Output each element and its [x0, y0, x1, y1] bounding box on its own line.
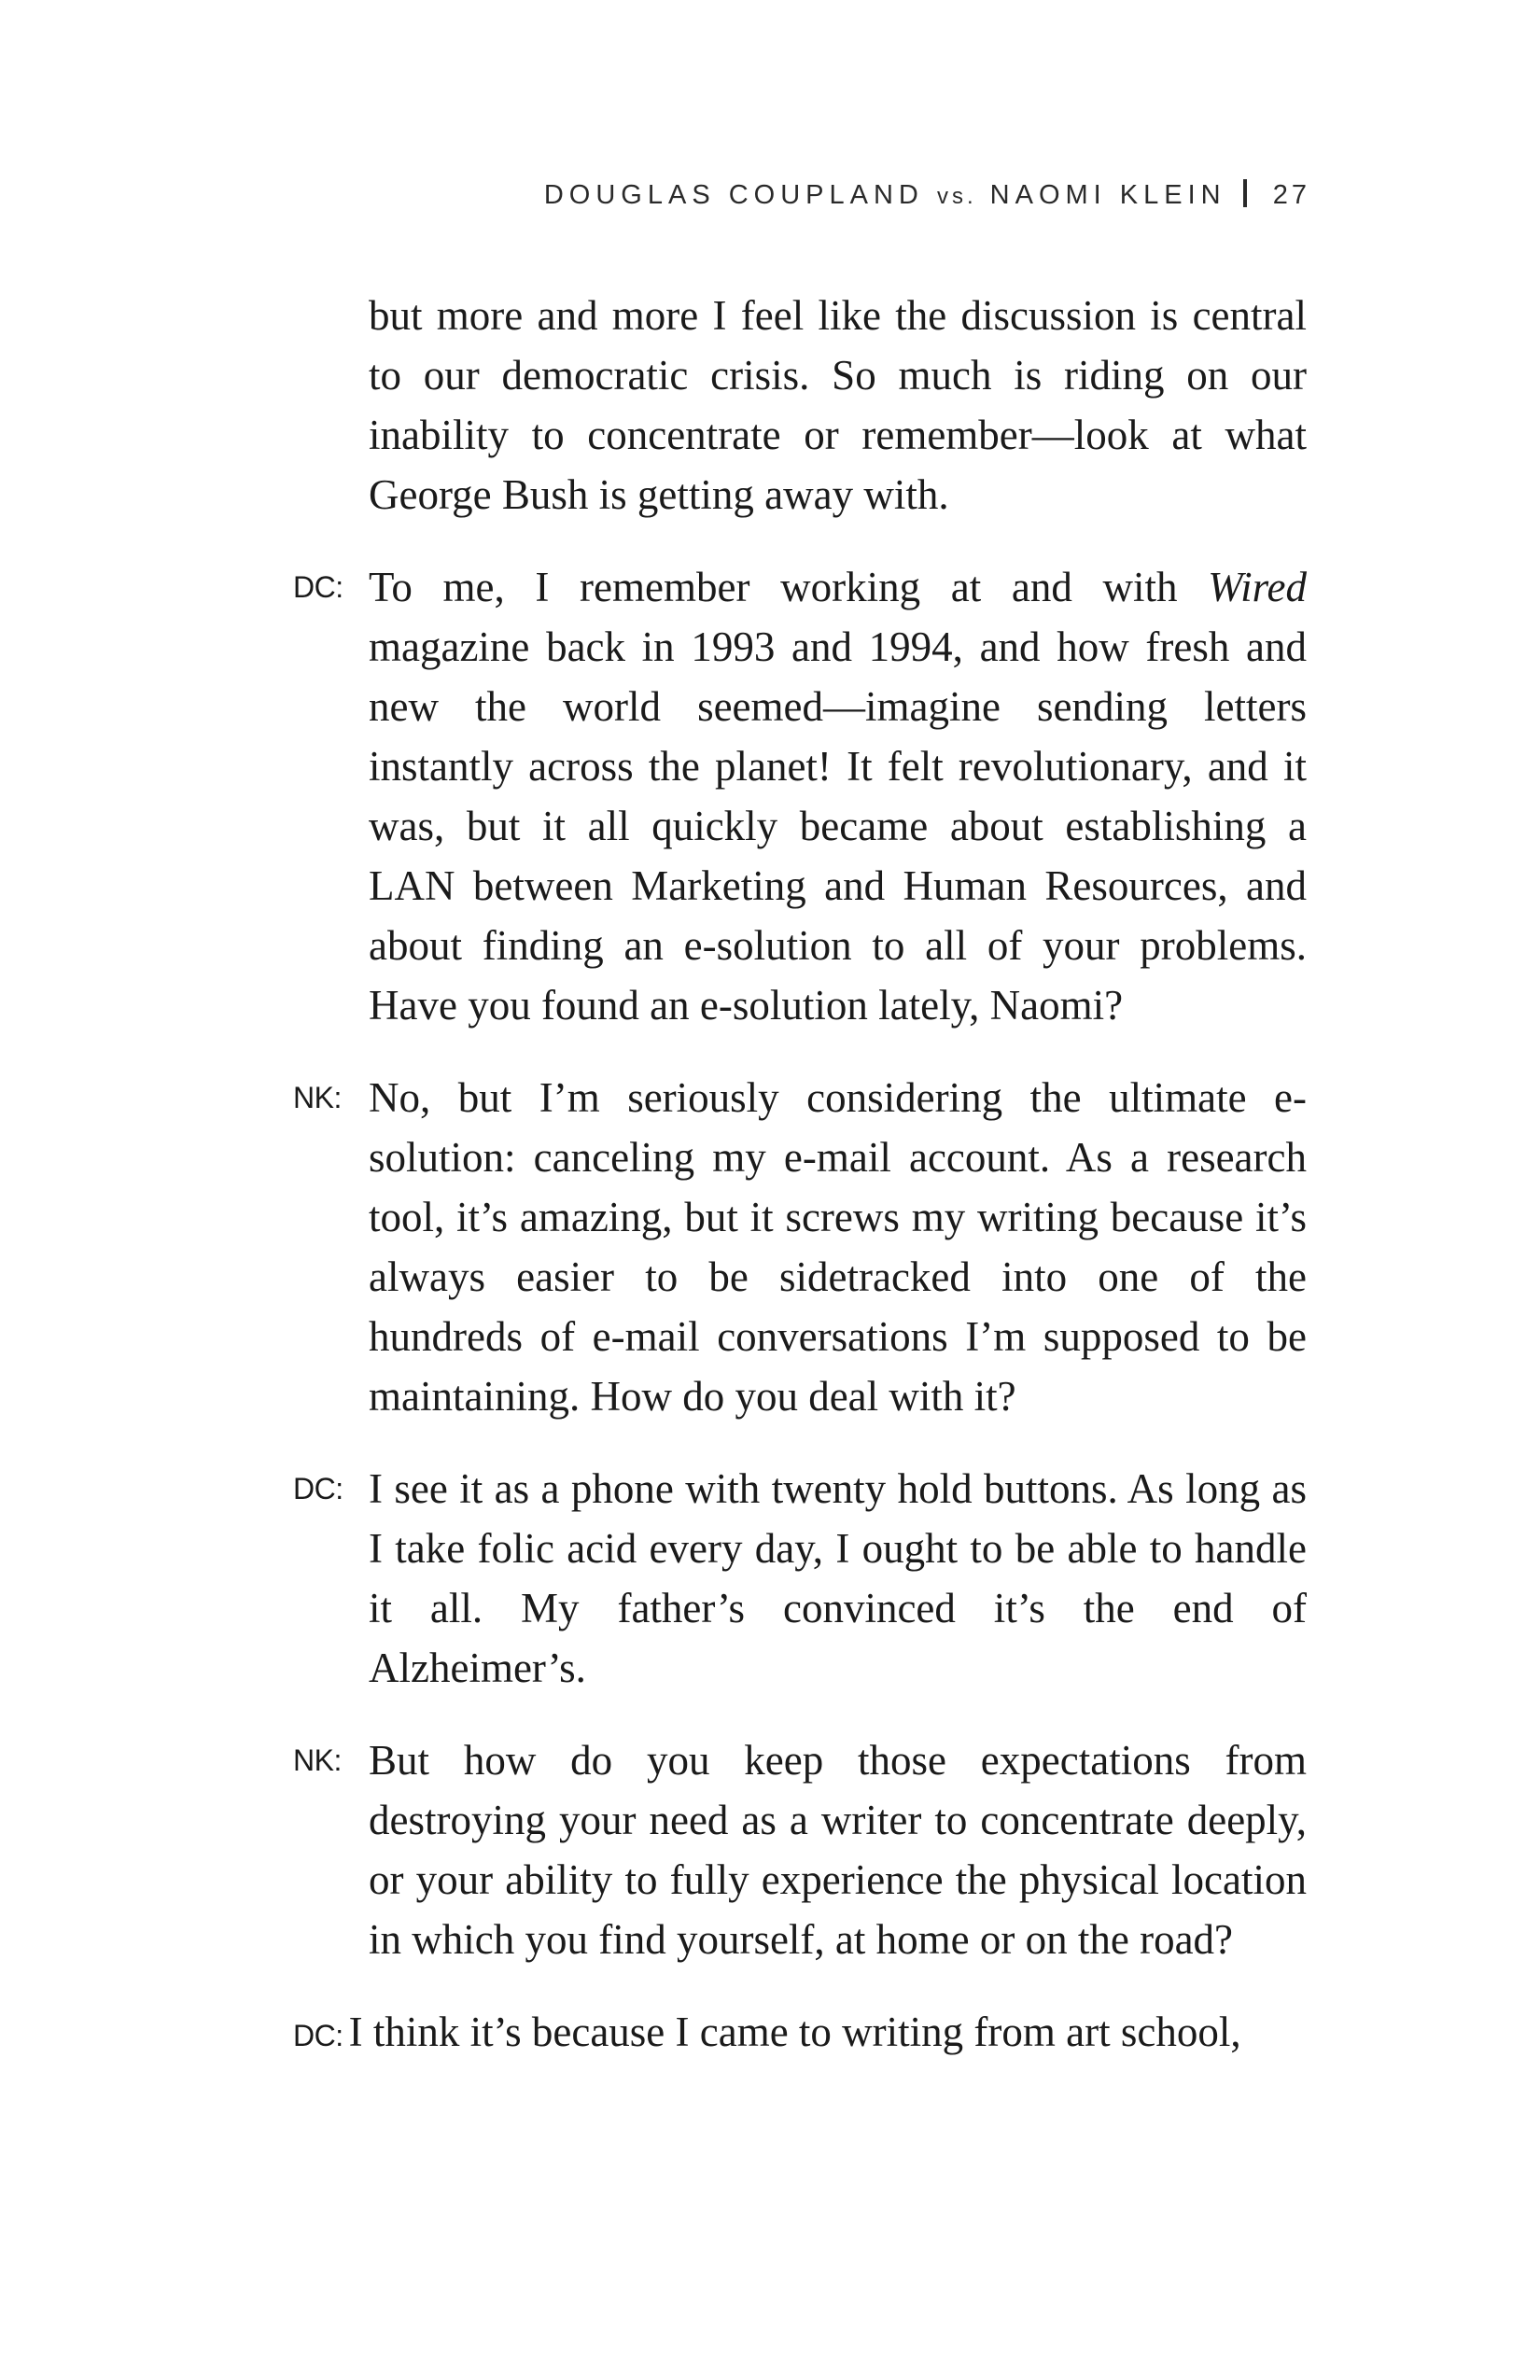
page-number: 27	[1272, 180, 1310, 210]
speaker-label: DC:	[293, 1472, 343, 1505]
speaker-label: NK:	[293, 1081, 342, 1114]
header-author-left: DOUGLAS COUPLAND	[543, 180, 924, 210]
paragraph-text-before: To me, I remember working at and with	[369, 564, 1209, 610]
paragraph-text: No, but I’m seriously considering the ultimate e-solution: canceling my e-mail account. As a research tool, it’s amazing, but it screws my writing because it’s always easier to be sidetracked into one of the hundreds of e-mail conversations I’m supposed to be maintaining. How do you deal with it?	[369, 1074, 1307, 1420]
paragraph-text-after: magazine back in 1993 and 1994, and how fresh and new the world seemed—imagine sending letters instantly across the planet! It felt revolutionary, and it was, but it all quickly became about establishing a LAN between Marketing and Human Resources, and about finding an e-solution to all of your problems. Have you found an e-solution lately, Naomi?	[369, 623, 1307, 1029]
speaker-label: DC:	[293, 2019, 343, 2052]
header-separator	[1243, 179, 1247, 207]
paragraph-dc-1	[293, 557, 1307, 1035]
speaker-label: NK:	[293, 1743, 342, 1777]
header-vs: vs.	[936, 184, 977, 209]
paragraph-text: I think it’s because I came to writing from art school,	[348, 2009, 1241, 2055]
paragraph-continuation	[369, 286, 1307, 525]
speaker-label: DC:	[293, 570, 343, 604]
magazine-title: Wired	[1208, 564, 1307, 610]
header-author-right: NAOMI KLEIN	[989, 180, 1226, 210]
body-text	[293, 286, 1307, 2098]
paragraph-nk-2	[293, 1730, 1307, 1969]
paragraph-text: But how do you keep those expectations from destroying your need as a writer to concentrate deeply, or your ability to fully experience the physical location in which you find yourself, at home or on the road?	[369, 1737, 1307, 1963]
paragraph-text: I see it as a phone with twenty hold buttons. As long as I take folic acid every day, I ought to be able to handle it all. My father’s convinced it’s the end of Alzheimer’s.	[369, 1465, 1307, 1691]
paragraph-text: but more and more I feel like the discussion is central to our democratic crisis. So much is riding on our inability to concentrate or remember—look at what George Bush is getting away with.	[369, 292, 1307, 518]
running-header	[544, 179, 1310, 211]
paragraph-dc-3	[293, 2002, 1307, 2065]
paragraph-dc-2	[293, 1459, 1307, 1698]
paragraph-nk-1	[293, 1068, 1307, 1426]
